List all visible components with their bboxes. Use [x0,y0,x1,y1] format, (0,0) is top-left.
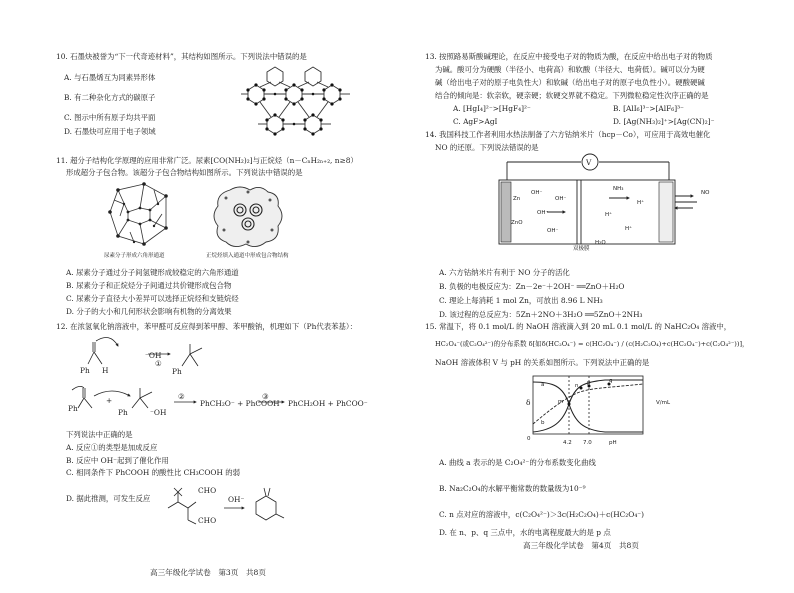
q12-question: 下列说法中正确的是 [66,430,133,439]
q12-option-a[interactable]: A. 反应①的类型是加成反应 [66,443,158,452]
q15-option-d[interactable]: D. 在 n、p、q 三点中，水的电离程度最大的是 p 点 [439,528,611,537]
q15-tick-70: 7.0 [583,440,592,446]
q14-hplus-label-1: H⁺ [605,212,613,218]
q12-option-d[interactable]: D. 据此推测，可发生反应 [66,494,151,503]
q11-figure-caption-1: 尿素分子形成六角形通道 [104,253,165,259]
q15-a-label: a [541,382,545,388]
q13-option-c[interactable]: C. AgF>AgI [453,117,498,126]
q14-hplus-label-2: H⁺ [637,200,645,206]
q14-voltmeter-label: V [586,158,592,167]
q13-option-d[interactable]: D. [Ag(NH₃)₂]⁺>[Ag(CN)₂]⁻ [613,117,715,126]
q14-no-label: NO [701,190,710,196]
q11-option-b[interactable]: B. 尿素分子和正烷烃分子间通过共价键形成包合物 [66,281,232,290]
q12-plus: + [106,396,113,405]
q13-stem-line4: 结合的倾向是：软亲软，硬亲硬；软硬交界就不稳定。下列微粒稳定性次序正确的是 [435,91,709,100]
q14-oh-label-4: OH⁻ [555,196,567,202]
q15-vml-label: V/mL [656,400,671,406]
q14-zn-label: Zn [513,196,521,202]
q10-option-a[interactable]: A. 与石墨烯互为同素异形体 [64,73,156,82]
q13-option-a[interactable]: A. [HgI₄]²⁻>[HgF₄]²⁻ [453,104,531,113]
q15-m-label: m [558,399,564,405]
q12-oh-label-2: ⁻OH [150,408,167,417]
q13-stem-line1: 13. 按照路易斯酸碱理论，在反应中接受电子对的物质为酸，在反应中给出电子对的物质 [425,52,713,61]
q10-stem: 10. 石墨炔被誉为“下一代奇迹材料”，其结构如图所示。下列说法中错误的是 [56,52,307,61]
q15-zero-label: 0 [527,436,531,442]
q14-zno-label: ZnO [511,220,523,226]
q12-ph-label-2: Ph [172,367,182,376]
q14-oh-label-3: OH⁻ [547,228,559,234]
q12-ph-label-4: Ph [118,408,128,417]
right-page [397,0,794,593]
q14-option-c[interactable]: C. 理论上每消耗 1 mol Zn，可放出 8.96 L NH₃ [439,296,603,305]
q12-h-label-1: H [102,366,109,375]
q13-stem-line3: 碱（给出电子对的原子电负性大）和软碱（给出电子对的原子电负性小）。硬酸硬碱 [435,78,705,87]
q11-stem-line2: 形成超分子包合物。该超分子包合物结构如图所示。下列说法中错误的是 [66,168,303,177]
q15-ph-axis-label: pH [609,440,617,446]
q10-option-c[interactable]: C. 图示中所有原子均共平面 [64,113,156,122]
graphyne-structure-figure [238,68,358,140]
q15-n-label: n [575,383,579,389]
q15-option-c[interactable]: C. n 点对应的溶液中，c(C₂O₄²⁻)＞3c(H₂C₂O₄)＋c(HC₂O₄⁻) [439,510,645,519]
q15-tick-42: 4.2 [563,440,572,446]
q12-option-d-reaction [160,482,290,530]
q14-h2o-label: H₂O [595,240,606,246]
q15-option-a[interactable]: A. 曲线 a 表示的是 C₂O₄²⁻的分布系数变化曲线 [439,458,596,467]
left-page-footer: 高三年级化学试卷 第3页 共8页 [150,568,266,577]
inclusion-compound-figure [210,184,286,250]
q13-stem-line2: 为碱。酸可分为硬酸（半径小、电荷高）和软酸（半径大、电荷低）。碱可以分为硬 [435,65,705,74]
q15-stem-line3: NaOH 溶液体积 V 与 pH 的关系如图所示。下列说法中正确的是 [435,358,650,367]
q10-option-b[interactable]: B. 有二种杂化方式的碳原子 [64,93,156,102]
q11-figure-caption-2: 正烷烃填入通道中形成包合物结构 [206,253,289,259]
q14-hplus-label-3: H⁺ [625,226,633,232]
q12-ohm-label: OH⁻ [228,495,245,504]
q15-stem-line1: 15. 常温下，将 0.1 mol/L 的 NaOH 溶液滴入到 20 mL 0.1 mol/L 的 NaHC₂O₄ 溶液中， [425,322,732,331]
q15-q-label: q [609,378,613,384]
q12-cho-label-1: CHO [198,486,217,495]
q12-step2-label: ② [178,392,185,401]
q12-cho-label-2: CHO [198,516,217,525]
q12-ph-label-3: Ph [68,404,78,413]
q15-option-b[interactable]: B. Na₂C₂O₄的水解平衡常数的数量级为10⁻⁹ [439,484,586,493]
urea-channel-figure [104,182,176,250]
q14-option-a[interactable]: A. 六方钴纳米片有利于 NO 分子的活化 [439,268,570,277]
q11-option-d[interactable]: D. 分子的大小和几何形状会影响有机物的分离效果 [66,307,232,316]
q12-oh-label-1: ⁻OH [145,351,162,360]
q14-option-b[interactable]: B. 负极的电极反应为：Zn－2e⁻＋2OH⁻ ══ZnO＋H₂O [439,282,625,291]
q15-b-label: b [541,420,545,426]
q12-option-b[interactable]: B. 反应中 OH⁻起到了催化作用 [66,456,169,465]
q14-oh-label-2: OH⁻ [537,210,549,216]
q14-membrane-label: 双极膜 [573,246,590,252]
q12-stem: 12. 在浓氢氧化钠溶液中，苯甲醛可反应得到苯甲醇、苯甲酸钠，机理如下（Ph代表苯基）： [56,322,357,331]
q13-option-b[interactable]: B. [AlI₆]³⁻>[AlF₆]³⁻ [613,104,684,113]
q11-option-a[interactable]: A. 尿素分子通过分子间氢键形成较稳定的六角形通道 [66,268,239,277]
q15-stem-line2: HC₂O₄⁻(或C₂O₄²⁻)的分布系数 δ[如δ(HC₂O₄⁻) = c(HC₂O₄⁻) / (c(H₂C₂O₄)+c(HC₂O₄⁻)+c(C₂O₄²⁻))]， [435,340,749,348]
q12-ph-label-1: Ph [80,366,90,375]
q11-option-c[interactable]: C. 尿素分子直径大小差异可以选择正烷烃和支链烷烃 [66,294,239,303]
q15-p-label: p [587,380,591,386]
q12-product-mid: PhCH₂O⁻ + PhCOOH [200,399,280,408]
q12-step3-label: ③ [262,392,269,401]
q12-step1-label: ① [155,359,162,368]
q15-delta-label: δ [526,398,531,407]
q14-stem-line1: 14. 我国科技工作者利用水热法制备了六方钴纳米片（hcp－Co），可应用于高效电催化 [425,130,711,139]
q14-oh-label-1: OH⁻ [531,190,543,196]
q10-option-d[interactable]: D. 石墨炔可应用于电子领域 [64,127,156,136]
q12-option-c[interactable]: C. 相同条件下 PhCOOH 的酸性比 CH₃COOH 的弱 [66,468,241,477]
right-page-footer: 高三年级化学试卷 第4页 共8页 [523,541,639,550]
q14-option-d[interactable]: D. 该过程的总反应为：5Zn＋2NO＋3H₂O ══5ZnO＋2NH₃ [439,310,643,319]
q11-stem-line1: 11. 超分子结构化学原理的应用非常广泛。尿素[CO(NH₂)₂]与正烷烃（n－CₙH₂ₙ₊₂, n≥8） [56,156,358,165]
q14-nh3-label: NH₃ [613,186,624,192]
q14-stem-line2: NO 的还原。下列说法错误的是 [435,143,539,152]
q12-product-end: PhCH₂OH + PhCOO⁻ [288,399,368,408]
